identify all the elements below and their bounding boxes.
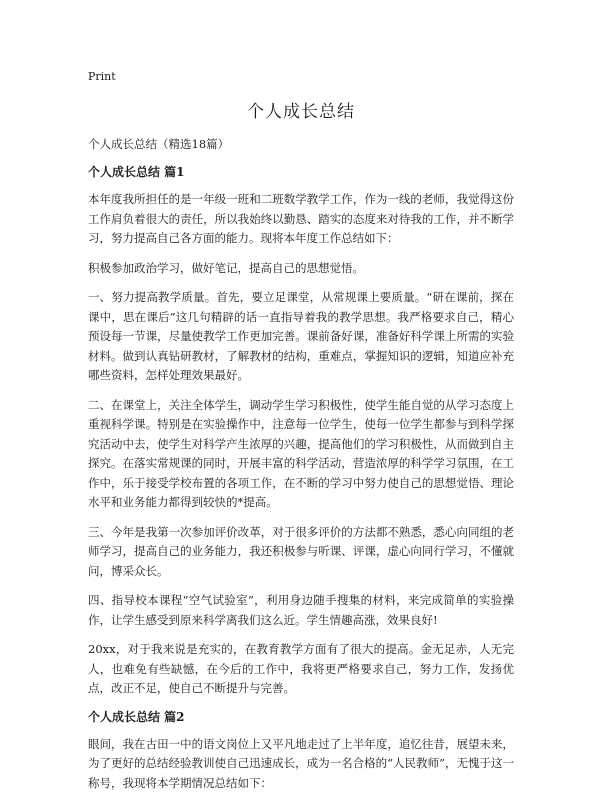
- document-subtitle: 个人成长总结（精选18篇）: [88, 137, 230, 151]
- paragraph: 眼间，我在古田一中的语文岗位上又平凡地走过了上半年度，追忆往昔，展望未来，为了更好的总结经验教训使自己迅速成长，成为一名合格的“人民教师”，无愧于这一称号，我现将本学期情况总结如下：: [88, 736, 514, 790]
- print-link[interactable]: Print: [88, 70, 116, 83]
- paragraph: 本年度我所担任的是一年级一班和二班数学教学工作，作为一线的老师，我觉得这份工作肩负着很大的责任，所以我始终以勤恳、踏实的态度来对待我的工作，并不断学习，努力提高自己各方面的能力。现将本年度工作总结如下：: [88, 192, 514, 245]
- section-heading-1: 个人成长总结 篇1: [88, 165, 185, 179]
- paragraph: 三、今年是我第一次参加评价改革，对于很多评价的方法都不熟悉，悉心向同组的老师学习，提高自己的业务能力，我还积极参与听课、评课，虚心向同行学习，不懂就问，博采众长。: [88, 524, 514, 578]
- paragraph: 四、指导校本课程“空气试验室”，利用身边随手搜集的材料，来完成简单的实验操作，让学生感受到原来科学离我们这么近。学生情趣高涨，效果良好!: [88, 593, 514, 627]
- document-title: 个人成长总结: [247, 102, 355, 122]
- document-page: [88, 70, 514, 803]
- paragraph: 积极参加政治学习，做好笔记，提高自己的思想觉悟。: [88, 260, 364, 275]
- paragraph: 一、努力提高教学质量。首先，要立足课堂，从常规课上要质量。“研在课前，探在课中，思在课后”这几句精辟的话一直指导着我的教学思想。我严格要求自己，精心预设每一节课，尽量使教学工作更加完善。课前备好课，准备好科学课上所需的实验材料。做到认真钻研教材，了解教材的结构，重难点，掌握知识的逻辑，知道应补充哪些资料，怎样处理效果最好。: [88, 290, 514, 382]
- paragraph: 二、在课堂上，关注全体学生，调动学生学习积极性，使学生能自觉的从学习态度上重视科学课。特别是在实验操作中，注意每一位学生，使每一位学生都参与到科学探究活动中去，使学生对科学产生浓厚的兴趣，提高他们的学习积极性，从而做到自主探究。在落实常规课的同时，开展丰富的科学活动，营造浓厚的科学学习氛围，在工作中，乐于接受学校布置的各项工作，在不断的学习中努力使自己的思想觉悟、理论水平和业务能力都得到较快的*提高。: [88, 397, 514, 509]
- section-heading-2: 个人成长总结 篇2: [88, 709, 185, 724]
- paragraph: 20xx，对于我来说是充实的，在教育教学方面有了很大的提高。金无足赤，人无完人，也难免有些缺憾，在今后的工作中，我将更严格要求自己，努力工作，发扬优点，改正不足，使自己不断提升与完善。: [88, 642, 514, 695]
